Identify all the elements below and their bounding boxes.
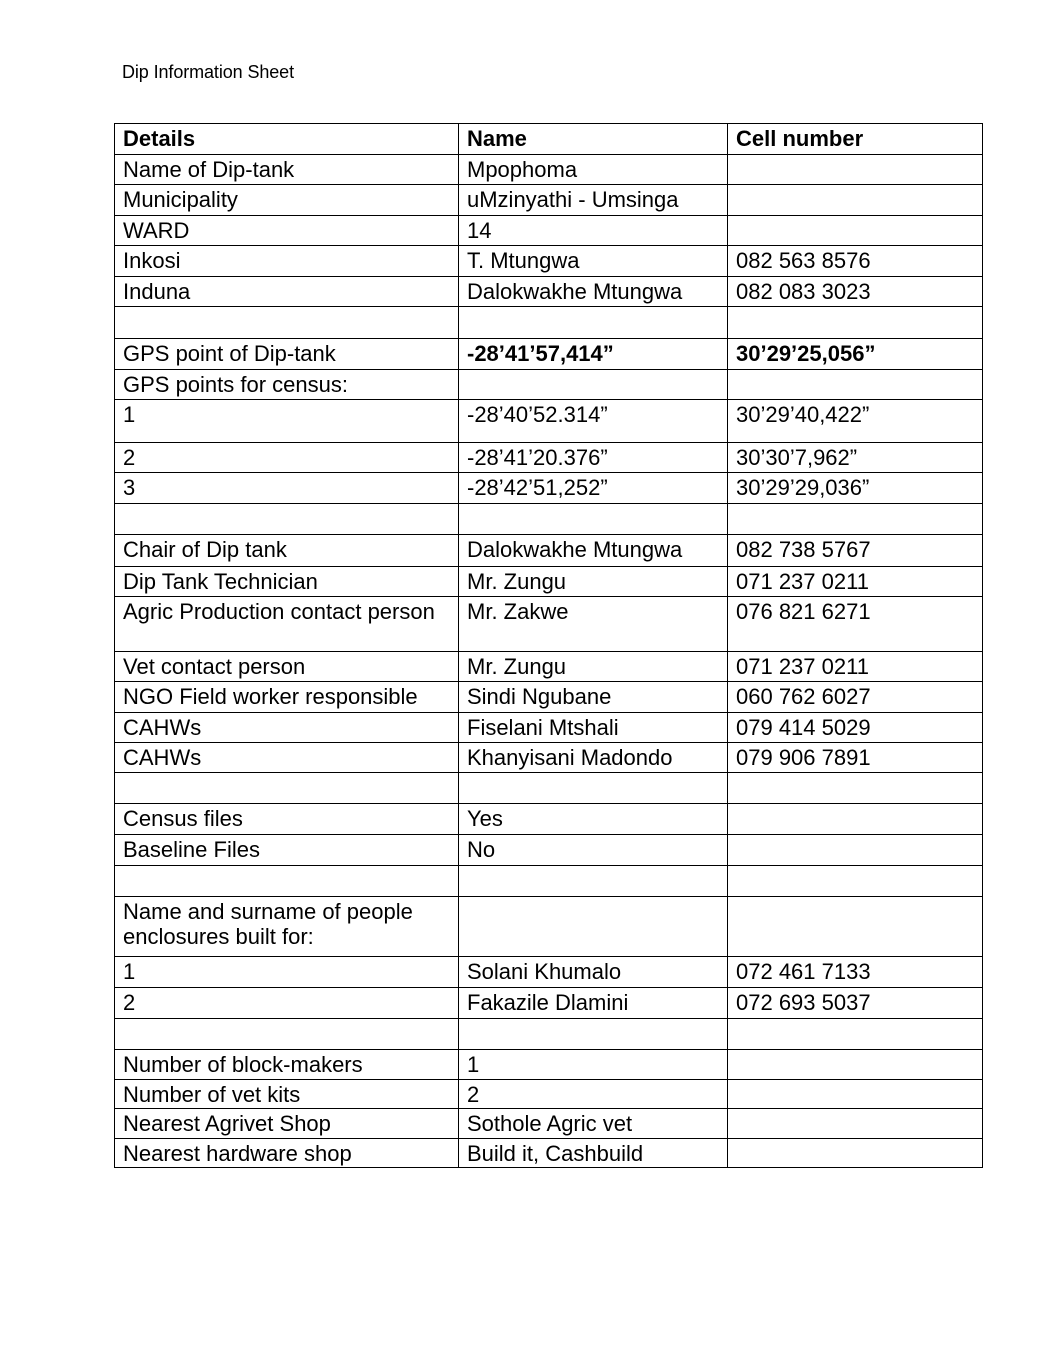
cell-number-cell — [728, 370, 983, 400]
table-row — [115, 1080, 983, 1109]
name-cell: Fiselani Mtshali — [459, 713, 728, 743]
details-cell — [115, 773, 459, 804]
table-row — [115, 988, 983, 1019]
details-cell: Nearest hardware shop — [115, 1139, 459, 1168]
cell-number-cell — [728, 897, 983, 957]
details-cell — [115, 307, 459, 339]
name-cell: No — [459, 835, 728, 866]
details-cell: 2 — [115, 988, 459, 1019]
cell-number-cell — [728, 504, 983, 535]
details-cell: GPS points for census: — [115, 370, 459, 400]
table-row — [115, 713, 983, 743]
name-cell: Yes — [459, 804, 728, 835]
name-cell — [459, 307, 728, 339]
details-cell: CAHWs — [115, 713, 459, 743]
details-cell: NGO Field worker responsible — [115, 682, 459, 713]
table-row — [115, 897, 983, 957]
table-row — [115, 957, 983, 988]
table-row — [115, 1139, 983, 1168]
details-cell: Municipality — [115, 185, 459, 216]
name-cell: Khanyisani Madondo — [459, 743, 728, 773]
cell-number-cell — [728, 866, 983, 897]
name-cell: uMzinyathi - Umsinga — [459, 185, 728, 216]
cell-number-cell — [728, 307, 983, 339]
cell-number-cell — [728, 216, 983, 246]
cell-number-cell — [728, 1139, 983, 1168]
table-row — [115, 835, 983, 866]
name-cell: -28’41’57,414” — [459, 339, 728, 370]
table-row — [115, 567, 983, 597]
details-cell: Number of vet kits — [115, 1080, 459, 1109]
table-row — [115, 277, 983, 307]
details-cell: WARD — [115, 216, 459, 246]
details-cell: 1 — [115, 400, 459, 443]
cell-number-cell — [728, 835, 983, 866]
table-row — [115, 155, 983, 185]
details-cell: 1 — [115, 957, 459, 988]
name-cell: Build it, Cashbuild — [459, 1139, 728, 1168]
details-cell: Number of block-makers — [115, 1050, 459, 1080]
details-cell: Agric Production contact person — [115, 597, 459, 652]
table-row — [115, 443, 983, 473]
table-row — [115, 400, 983, 443]
table-row — [115, 473, 983, 504]
name-cell: Fakazile Dlamini — [459, 988, 728, 1019]
cell-number-cell: 30’29’40,422” — [728, 400, 983, 443]
details-cell: Name and surname of people enclosures built for: — [115, 897, 459, 957]
details-cell: GPS point of Dip-tank — [115, 339, 459, 370]
cell-number-cell: 072 693 5037 — [728, 988, 983, 1019]
cell-number-cell — [728, 1080, 983, 1109]
table-row — [115, 1050, 983, 1080]
header-details: Details — [115, 124, 459, 155]
cell-number-cell: 072 461 7133 — [728, 957, 983, 988]
table-row-empty — [115, 866, 983, 897]
name-cell: Mpophoma — [459, 155, 728, 185]
table-row — [115, 246, 983, 277]
cell-number-cell: 079 906 7891 — [728, 743, 983, 773]
cell-number-cell: 082 738 5767 — [728, 535, 983, 567]
cell-number-cell: 30’30’7,962” — [728, 443, 983, 473]
cell-number-cell: 071 237 0211 — [728, 567, 983, 597]
dip-information-table — [114, 123, 983, 1168]
name-cell — [459, 1019, 728, 1050]
cell-number-cell: 071 237 0211 — [728, 652, 983, 682]
cell-number-cell: 079 414 5029 — [728, 713, 983, 743]
header-name: Name — [459, 124, 728, 155]
details-cell: Vet contact person — [115, 652, 459, 682]
cell-number-cell: 30’29’29,036” — [728, 473, 983, 504]
name-cell: Dalokwakhe Mtungwa — [459, 535, 728, 567]
table-row — [115, 185, 983, 216]
table-row — [115, 370, 983, 400]
name-cell: Dalokwakhe Mtungwa — [459, 277, 728, 307]
cell-number-cell: 060 762 6027 — [728, 682, 983, 713]
details-cell: Baseline Files — [115, 835, 459, 866]
cell-number-cell — [728, 1019, 983, 1050]
name-cell: Sothole Agric vet — [459, 1109, 728, 1139]
name-cell: Solani Khumalo — [459, 957, 728, 988]
cell-number-cell — [728, 1050, 983, 1080]
cell-number-cell — [728, 773, 983, 804]
table-row-empty — [115, 307, 983, 339]
cell-number-cell — [728, 155, 983, 185]
details-cell: Chair of Dip tank — [115, 535, 459, 567]
table-row-empty — [115, 504, 983, 535]
name-cell: Mr. Zakwe — [459, 597, 728, 652]
table-row — [115, 682, 983, 713]
details-cell — [115, 1019, 459, 1050]
details-cell: 2 — [115, 443, 459, 473]
cell-number-cell — [728, 185, 983, 216]
details-cell: Dip Tank Technician — [115, 567, 459, 597]
table-row — [115, 743, 983, 773]
name-cell: 14 — [459, 216, 728, 246]
table-row — [115, 597, 983, 652]
name-cell: 2 — [459, 1080, 728, 1109]
details-cell: 3 — [115, 473, 459, 504]
header-cell-number: Cell number — [728, 124, 983, 155]
details-cell: Census files — [115, 804, 459, 835]
cell-number-cell: 30’29’25,056” — [728, 339, 983, 370]
table-row — [115, 216, 983, 246]
details-cell: Inkosi — [115, 246, 459, 277]
table-row — [115, 652, 983, 682]
name-cell: -28’42’51,252” — [459, 473, 728, 504]
name-cell: 1 — [459, 1050, 728, 1080]
name-cell: -28’40’52.314” — [459, 400, 728, 443]
cell-number-cell: 076 821 6271 — [728, 597, 983, 652]
name-cell: -28’41’20.376” — [459, 443, 728, 473]
table-row — [115, 535, 983, 567]
details-cell — [115, 866, 459, 897]
table-row-empty — [115, 773, 983, 804]
cell-number-cell — [728, 1109, 983, 1139]
cell-number-cell: 082 563 8576 — [728, 246, 983, 277]
table-row — [115, 1109, 983, 1139]
name-cell — [459, 504, 728, 535]
name-cell — [459, 773, 728, 804]
table-row-empty — [115, 1019, 983, 1050]
details-cell: Name of Dip-tank — [115, 155, 459, 185]
document-title: Dip Information Sheet — [122, 62, 294, 82]
name-cell: Mr. Zungu — [459, 652, 728, 682]
table-row — [115, 804, 983, 835]
name-cell: T. Mtungwa — [459, 246, 728, 277]
table-header-row — [115, 124, 983, 155]
details-cell: Induna — [115, 277, 459, 307]
name-cell: Sindi Ngubane — [459, 682, 728, 713]
details-cell — [115, 504, 459, 535]
details-cell: CAHWs — [115, 743, 459, 773]
cell-number-cell: 082 083 3023 — [728, 277, 983, 307]
table-row — [115, 339, 983, 370]
cell-number-cell — [728, 804, 983, 835]
name-cell — [459, 866, 728, 897]
details-cell: Nearest Agrivet Shop — [115, 1109, 459, 1139]
name-cell: Mr. Zungu — [459, 567, 728, 597]
name-cell — [459, 897, 728, 957]
name-cell — [459, 370, 728, 400]
